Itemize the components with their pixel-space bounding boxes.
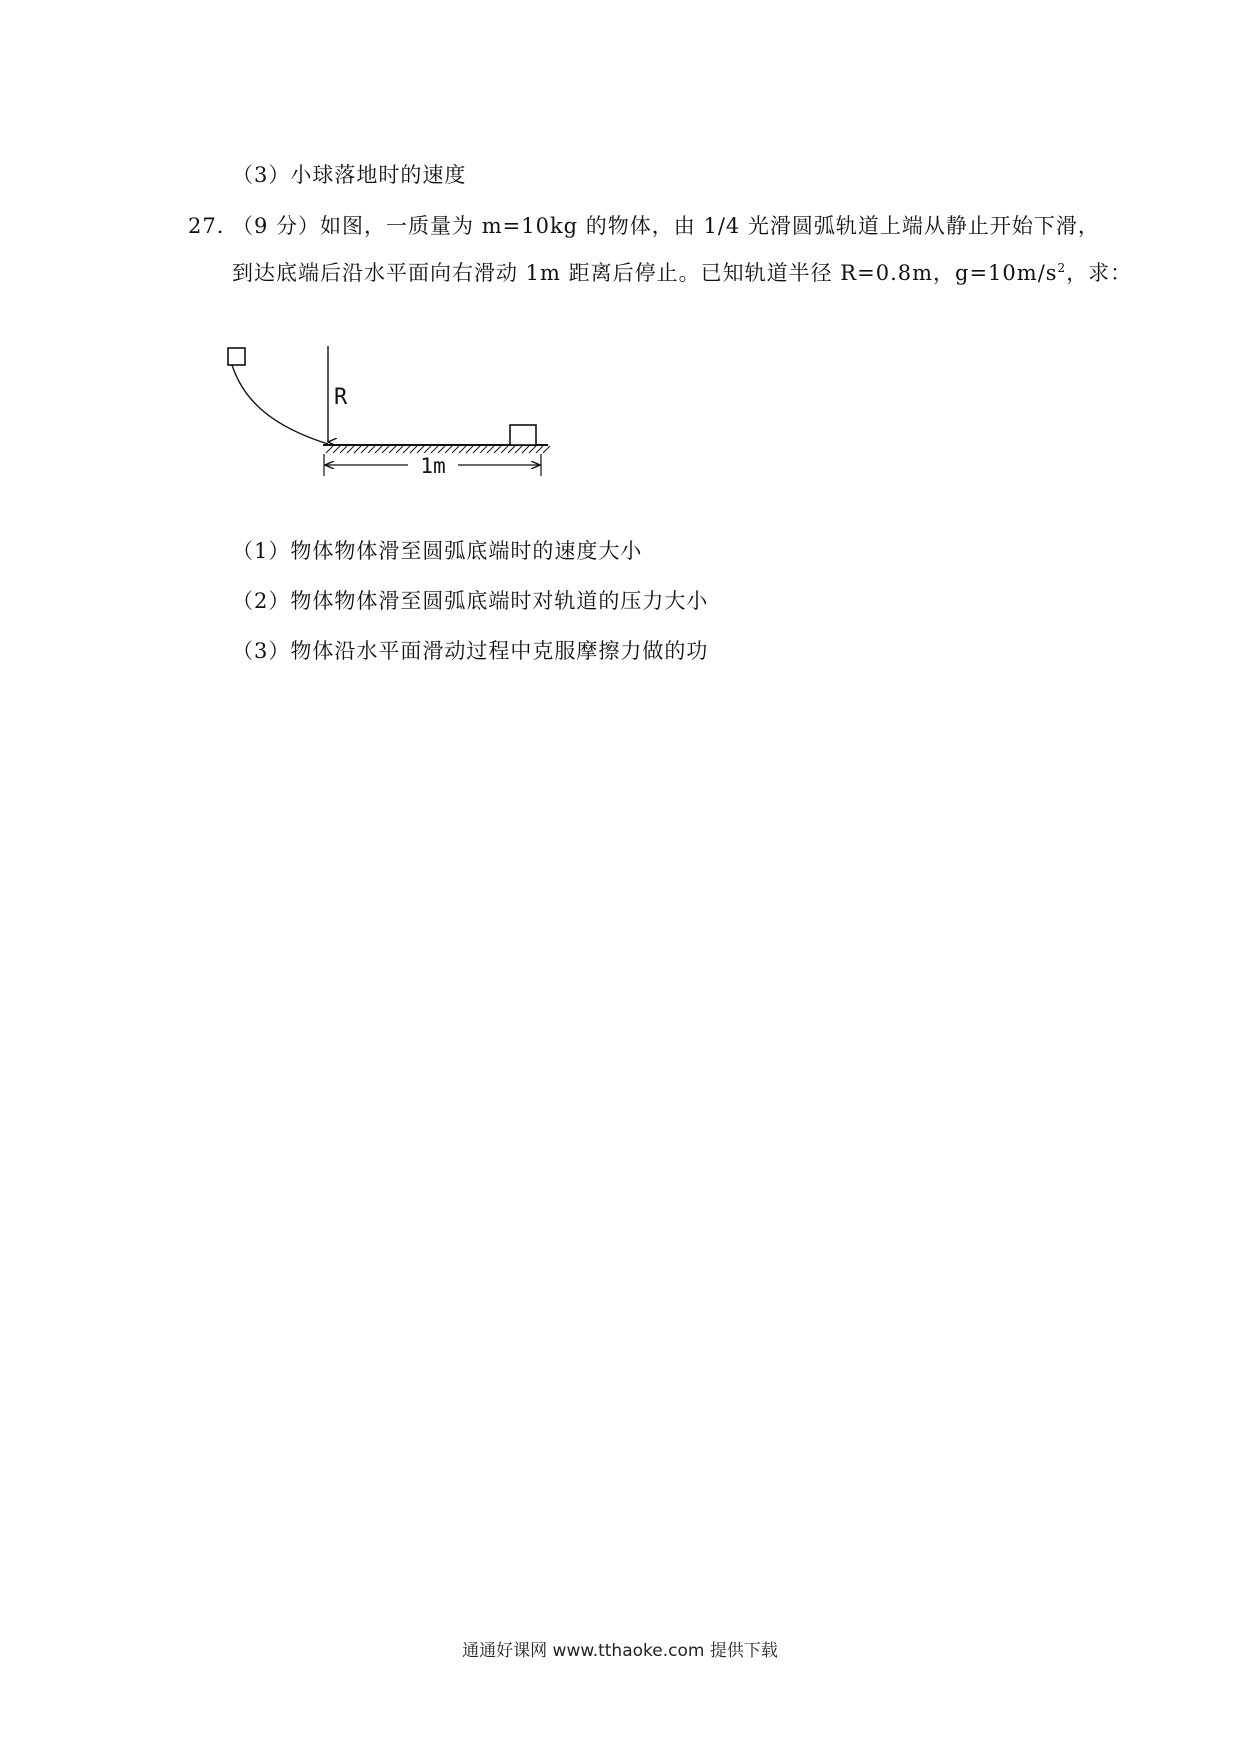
hatch-mark [438,446,445,453]
hatch-mark [382,446,389,453]
hatch-mark [445,446,452,453]
unit-exponent: 2 [1057,261,1067,275]
hatch-mark [361,446,368,453]
hatch-mark [466,446,473,453]
hatch-mark [473,446,480,453]
hatch-mark [543,446,550,453]
hatch-mark [501,446,508,453]
ground-hatching [326,446,550,453]
hatch-mark [522,446,529,453]
hatch-mark [403,446,410,453]
block-at-top [228,348,245,365]
question-text-line-2 [232,258,1132,288]
radius-label: R [334,385,348,410]
hatch-mark [375,446,382,453]
hatch-mark [396,446,403,453]
block-stopped [510,425,536,445]
sub-question-3: （3）物体沿水平面滑动过程中克服摩擦力做的功 [232,639,709,663]
quarter-arc-track [232,365,328,444]
hatch-mark [536,446,543,453]
hatch-mark [494,446,501,453]
hatch-mark [529,446,536,453]
hatch-mark [354,446,361,453]
hatch-mark [347,446,354,453]
hatch-mark [333,446,340,453]
question-text-line-1: （9 分）如图，一质量为 m=10kg 的物体，由 1/4 光滑圆弧轨道上端从静止开始下滑， [232,214,1100,238]
prev-question-part-3: （3）小球落地时的速度 [232,163,467,187]
hatch-mark [424,446,431,453]
hatch-mark [487,446,494,453]
hatch-mark [326,446,333,453]
hatch-mark [410,446,417,453]
distance-label: 1m [420,454,446,478]
circular-track-diagram [218,336,558,496]
sub-question-1: （1）物体物体滑至圆弧底端时的速度大小 [232,539,643,563]
hatch-mark [368,446,375,453]
hatch-mark [515,446,522,453]
sub-question-2: （2）物体物体滑至圆弧底端时对轨道的压力大小 [232,589,709,613]
hatch-mark [452,446,459,453]
hatch-mark [389,446,396,453]
hatch-mark [417,446,424,453]
hatch-mark [480,446,487,453]
hatch-mark [340,446,347,453]
hatch-mark [431,446,438,453]
hatch-mark [508,446,515,453]
hatch-mark [459,446,466,453]
question-text-line-2-end: ，求： [1066,261,1133,285]
question-number: 27. [188,214,225,238]
question-text-line-2-main: 到达底端后沿水平面向右滑动 1m 距离后停止。已知轨道半径 R=0.8m，g=10m/s [232,261,1058,285]
page-footer: 通通好课网 www.tthaoke.com 提供下载 [462,1641,778,1661]
